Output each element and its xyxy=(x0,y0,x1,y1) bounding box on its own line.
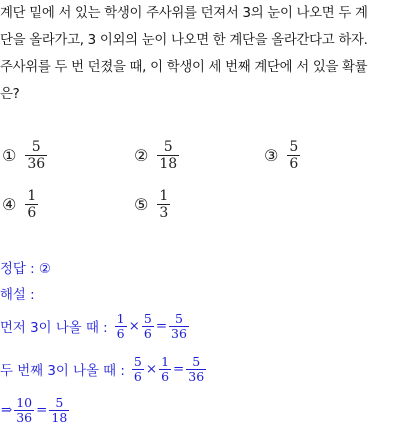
problem-line: 단을 올라가고, 3 이외의 눈이 나오면 한 계단을 올라간다고 하자. xyxy=(0,33,368,48)
answer-line: 정답 : ② xyxy=(0,262,51,277)
explanation-label: 해설 : xyxy=(0,288,35,303)
equals-sign: = xyxy=(36,403,48,419)
denominator: 36 xyxy=(16,410,33,426)
equals-sign: = xyxy=(173,362,185,378)
times-sign: × xyxy=(145,362,158,378)
choice-fraction xyxy=(25,188,38,221)
denominator: 3 xyxy=(159,205,169,222)
numerator: 5 xyxy=(31,139,41,155)
implies-arrow: ⇒ xyxy=(1,403,13,419)
times-sign: × xyxy=(128,319,140,335)
numerator: 5 xyxy=(192,354,201,369)
problem-text xyxy=(0,0,396,108)
case2-line xyxy=(0,355,207,385)
case2-label: 두 번째 3이 나올 때 : xyxy=(0,364,125,380)
final-line xyxy=(0,396,70,426)
denominator: 18 xyxy=(51,410,68,426)
case1-line xyxy=(0,312,190,342)
fraction xyxy=(169,312,189,342)
numerator: 5 xyxy=(175,311,183,326)
fraction xyxy=(142,312,154,342)
numerator: 5 xyxy=(289,139,299,155)
denominator: 36 xyxy=(171,326,187,342)
numerator: 1 xyxy=(161,354,170,369)
numerator: 10 xyxy=(16,395,33,410)
case1-label: 먼저 3이 나올 때 : xyxy=(0,321,108,337)
denominator: 6 xyxy=(289,156,299,173)
equals-sign: = xyxy=(155,319,168,335)
denominator: 18 xyxy=(159,156,178,173)
choice-mark: ③ xyxy=(264,146,279,166)
fraction xyxy=(186,355,206,385)
choice-5[interactable] xyxy=(134,188,171,221)
choice-fraction xyxy=(157,139,179,172)
numerator: 1 xyxy=(159,188,169,204)
numerator: 5 xyxy=(55,395,64,410)
problem-line: 계단 밑에 서 있는 학생이 주사위를 던져서 3의 눈이 나오면 두 계 xyxy=(0,6,368,21)
fraction xyxy=(132,355,144,385)
problem-line: 주사위를 두 번 던졌을 때, 이 학생이 세 번째 계단에 서 있을 확률 xyxy=(0,60,368,75)
fraction xyxy=(115,312,127,342)
choice-mark: ⑤ xyxy=(134,195,149,215)
choice-mark: ② xyxy=(134,146,149,166)
choice-mark: ① xyxy=(2,146,17,166)
denominator: 6 xyxy=(27,205,37,222)
choice-2[interactable] xyxy=(134,139,180,172)
choice-fraction xyxy=(157,188,170,221)
problem-line: 은? xyxy=(0,87,20,102)
denominator: 6 xyxy=(143,326,152,342)
choice-4[interactable] xyxy=(2,188,39,221)
denominator: 36 xyxy=(188,369,205,385)
denominator: 6 xyxy=(133,369,142,385)
choice-mark: ④ xyxy=(2,195,17,215)
numerator: 1 xyxy=(116,311,125,326)
fraction xyxy=(159,355,171,385)
denominator: 6 xyxy=(161,369,170,385)
fraction xyxy=(14,396,34,426)
denominator: 36 xyxy=(27,156,46,173)
numerator: 5 xyxy=(163,139,173,155)
fraction xyxy=(49,396,69,426)
choice-1[interactable] xyxy=(2,139,48,172)
choice-3[interactable] xyxy=(264,139,301,172)
denominator: 6 xyxy=(116,326,125,342)
choice-fraction xyxy=(25,139,47,172)
numerator: 1 xyxy=(27,188,37,204)
numerator: 5 xyxy=(133,354,142,369)
choice-fraction xyxy=(287,139,300,172)
numerator: 5 xyxy=(143,311,152,326)
